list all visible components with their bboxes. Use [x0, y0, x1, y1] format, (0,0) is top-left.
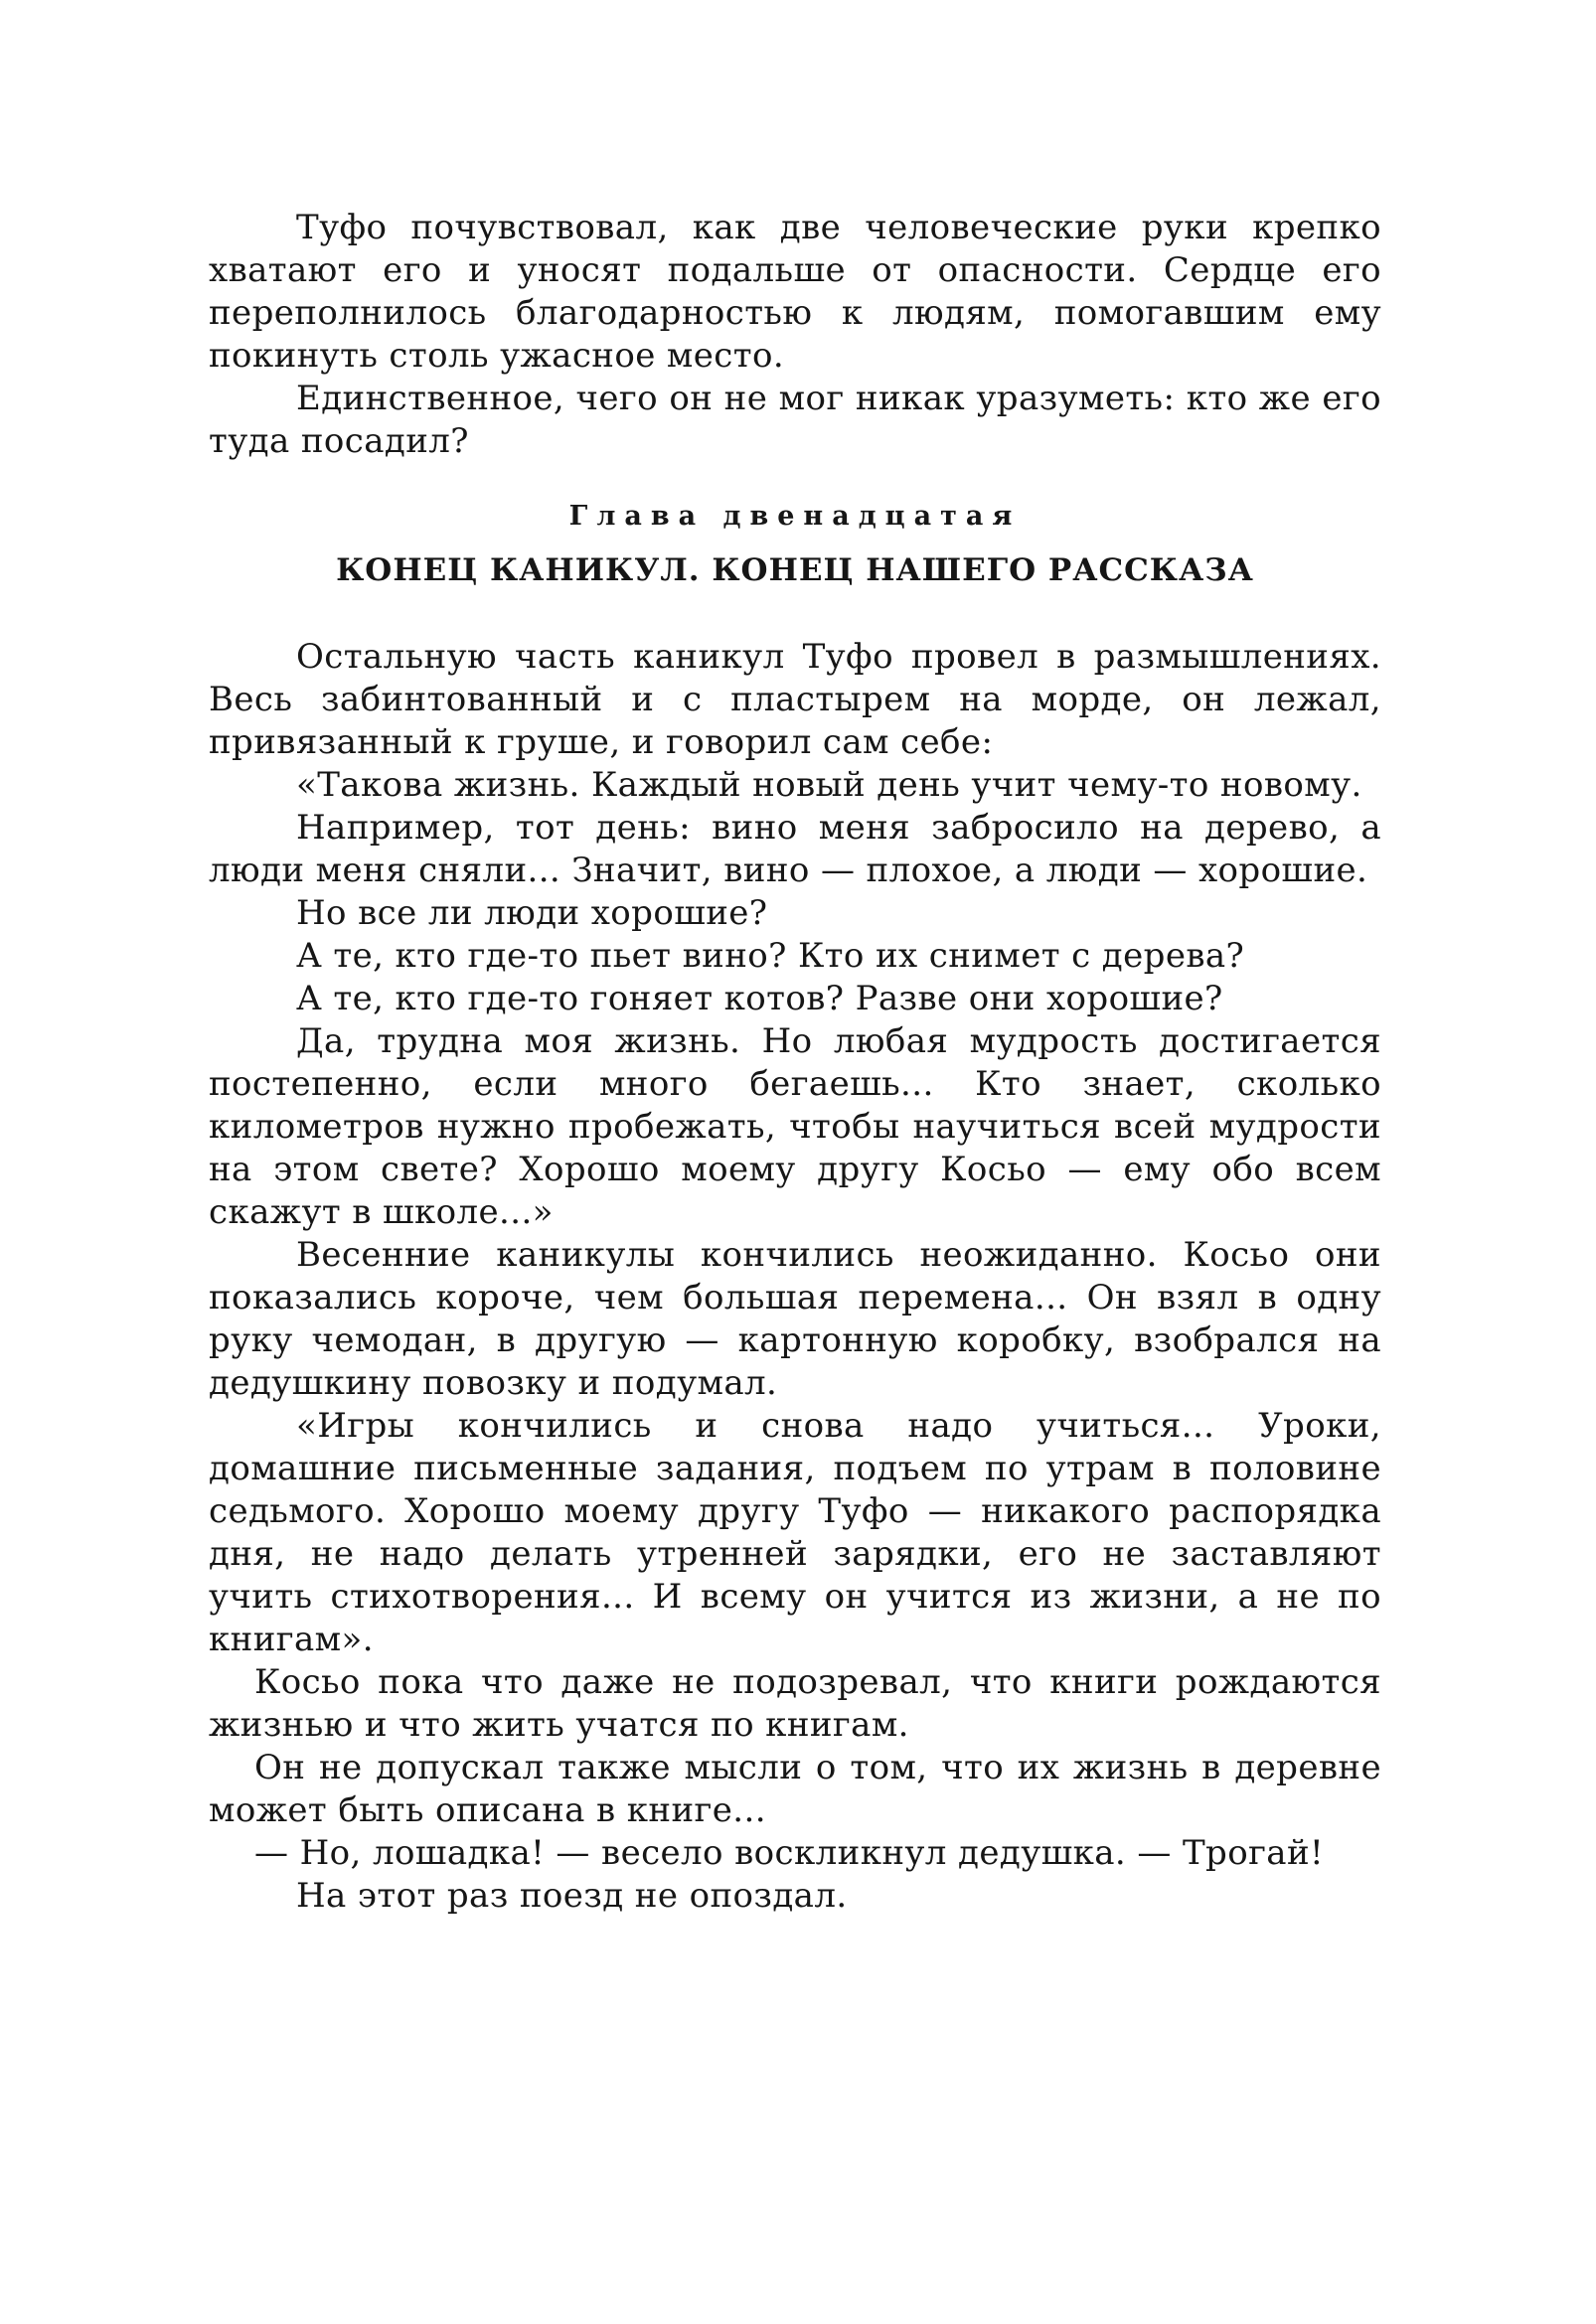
paragraph: Единственное, чего он не мог никак уразуметь: кто же его туда посадил? [209, 379, 1381, 461]
paragraph: Он не допускал также мысли о том, что их жизнь в деревне может быть описана в книге... [209, 1748, 1381, 1830]
paragraph: Да, трудна моя жизнь. Но любая мудрость достигается постепенно, если много бегаешь... Кто знает, сколько километров нужно пробежать, чтобы научиться всей мудрости на этом свете? Хорошо моему другу Косьо — ему обо всем скажут в школе...» [209, 1021, 1381, 1232]
intro-text [209, 207, 1381, 463]
paragraph: Остальную часть каникул Туфо провел в размышлениях. Весь забинтованный и с пластырем на морде, он лежал, привязанный к груше, и говорил сам себе: [209, 637, 1381, 762]
paragraph: «Игры кончились и снова надо учиться... Уроки, домашние письменные задания, подъем по утрам в половине седьмого. Хорошо моему другу Туфо — никакого распорядка дня, не надо делать утренней зарядки, его не заставляют учить стихотворения... И всему он учится из жизни, а не по книгам». [209, 1406, 1381, 1659]
paragraph: А те, кто где-то гоняет котов? Разве они хорошие? [296, 979, 1223, 1018]
paragraph: Туфо почувствовал, как две человеческие руки крепко хватают его и уносят подальше от опасности. Сердце его переполнилось благодарностью к людям, помогавшим ему покинуть столь ужасное место. [209, 208, 1381, 376]
paragraph: Косьо пока что даже не подозревал, что книги рождаются жизнью и что жить учатся по книгам. [209, 1662, 1381, 1745]
paragraph: Весенние каникулы кончились неожиданно. Косьо они показались короче, чем большая перемена... Он взял в одну руку чемодан, в другую — картонную коробку, взобрался на дедушкину повозку и подумал. [209, 1235, 1381, 1403]
chapter-text [209, 636, 1381, 1918]
paragraph: Но все ли люди хорошие? [296, 893, 768, 933]
paragraph: «Такова жизнь. Каждый новый день учит чему-то новому. [296, 765, 1362, 805]
paragraph: Например, тот день: вино меня забросило на дерево, а люди меня сняли... Значит, вино — плохое, а люди — хорошие. [209, 808, 1381, 890]
paragraph: — Но, лошадка! — весело воскликнул дедушка. — Трогай! [254, 1833, 1325, 1873]
paragraph: На этот раз поезд не опоздал. [296, 1876, 848, 1916]
chapter-label: Глава двенадцатая [568, 501, 1022, 532]
chapter-title: КОНЕЦ КАНИКУЛ. КОНЕЦ НАШЕГО РАССКАЗА [336, 552, 1254, 588]
paragraph: А те, кто где-то пьет вино? Кто их снимет с дерева? [296, 936, 1245, 976]
